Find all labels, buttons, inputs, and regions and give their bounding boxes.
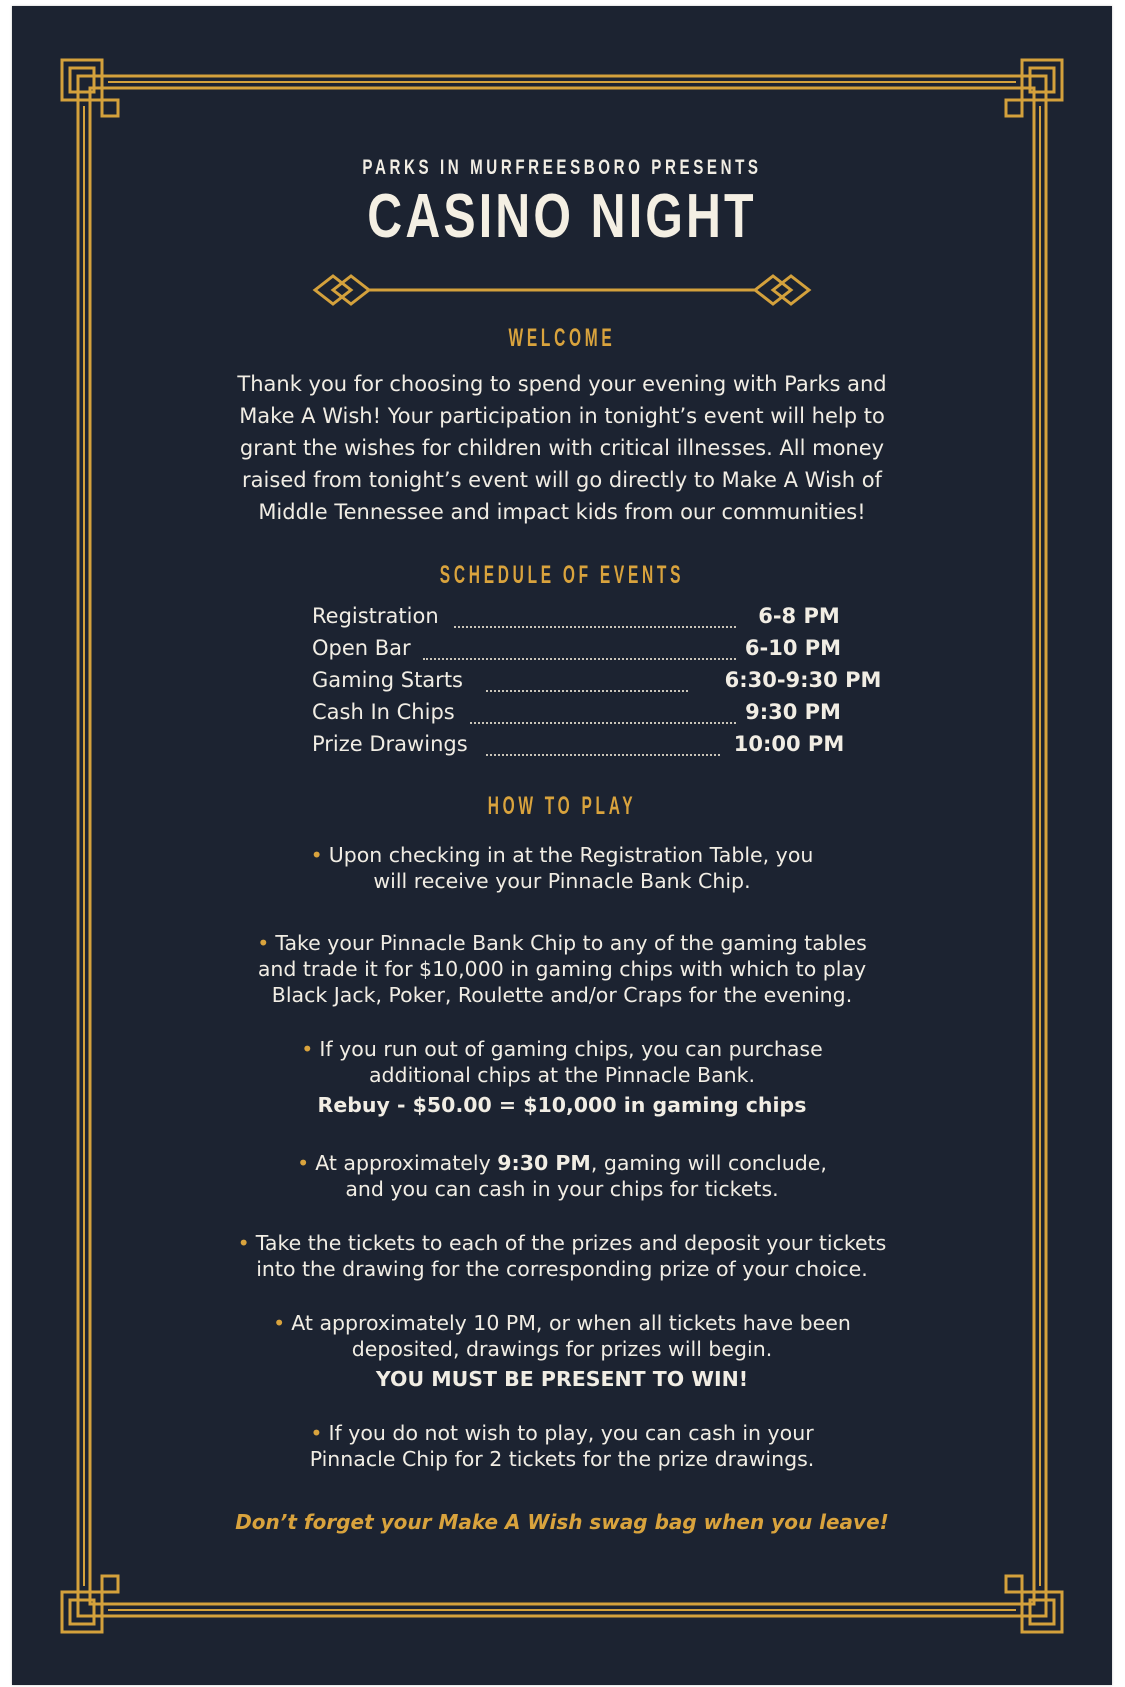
leader-dots	[486, 668, 688, 692]
bullet-icon: •	[301, 1037, 314, 1061]
welcome-line: Thank you for choosing to spend your evening with Parks and	[237, 372, 887, 396]
schedule-list	[312, 604, 882, 764]
list-item: • Take your Pinnacle Bank Chip to any of the gaming tables and trade it for $10,000 in gaming chips with which to play Black Jack, Poker, Roulette and/or Craps for the evening.	[257, 931, 867, 1007]
bullet-icon: •	[237, 1231, 250, 1255]
leader-dots	[486, 732, 720, 756]
schedule-label: Open Bar	[312, 636, 411, 660]
leader-dots	[470, 700, 736, 724]
schedule-label: Cash In Chips	[312, 700, 455, 724]
schedule-time: 6-10 PM	[744, 636, 842, 660]
schedule-label: Prize Drawings	[312, 732, 468, 756]
welcome-line: grant the wishes for children with critical illnesses. All money	[239, 436, 885, 460]
list-item: • At approximately 10 PM, or when all tickets have been deposited, drawings for prizes will begin. YOU MUST BE PRESENT TO WIN!	[12, 1310, 1112, 1392]
schedule-time: 6:30-9:30 PM	[724, 668, 882, 692]
closing-reminder: Don’t forget your Make A Wish swag bag when you leave!	[235, 1510, 889, 1534]
list-item: • If you run out of gaming chips, you can purchase additional chips at the Pinnacle Bank. Rebuy - $50.00 = $10,000 in gaming chips	[12, 1036, 1112, 1118]
rebuy-note: Rebuy - $50.00 = $10,000 in gaming chips	[317, 1093, 807, 1117]
poster	[12, 6, 1112, 1685]
list-item: • Upon checking in at the Registration Table, you will receive your Pinnacle Bank Chip.	[310, 843, 814, 893]
schedule-row	[312, 700, 852, 732]
schedule-row	[312, 604, 852, 636]
schedule-time: 10:00 PM	[733, 732, 845, 756]
schedule-row	[312, 668, 882, 700]
double-diamond-divider-icon	[12, 270, 1112, 310]
welcome-line: Make A Wish! Your participation in tonight’s event will help to	[239, 404, 885, 428]
list-item: • Take the tickets to each of the prizes and deposit your tickets into the drawing for the corresponding prize of your choice.	[237, 1231, 887, 1281]
bullet-icon: •	[310, 843, 323, 867]
schedule-time: 9:30 PM	[745, 700, 841, 724]
leader-dots	[454, 604, 736, 628]
welcome-line: raised from tonight’s event will go directly to Make A Wish of	[242, 468, 882, 492]
how-to-play-heading: HOW TO PLAY	[487, 792, 637, 820]
welcome-paragraph	[232, 368, 892, 528]
schedule-heading: SCHEDULE OF EVENTS	[439, 561, 685, 589]
bullet-icon: •	[273, 1311, 286, 1335]
bullet-icon: •	[257, 931, 270, 955]
welcome-line: Middle Tennessee and impact kids from our communities!	[258, 500, 866, 524]
schedule-row	[312, 636, 852, 668]
schedule-time: 6-8 PM	[758, 604, 840, 628]
list-item: • If you do not wish to play, you can cash in your Pinnacle Chip for 2 tickets for the prize drawings.	[309, 1421, 815, 1471]
schedule-label: Gaming Starts	[312, 668, 463, 692]
welcome-heading: WELCOME	[508, 324, 616, 352]
bullet-icon: •	[310, 1421, 323, 1445]
must-be-present-note: YOU MUST BE PRESENT TO WIN!	[375, 1367, 749, 1391]
schedule-label: Registration	[312, 604, 439, 628]
bullet-icon: •	[297, 1151, 310, 1175]
leader-dots	[423, 636, 736, 660]
schedule-row	[312, 732, 852, 764]
event-title: CASINO NIGHT	[367, 182, 757, 251]
presenter-line: PARKS IN MURFREESBORO PRESENTS	[362, 156, 762, 179]
list-item: • At approximately 9:30 PM, gaming will conclude, and you can cash in your chips for tickets.	[297, 1151, 827, 1201]
